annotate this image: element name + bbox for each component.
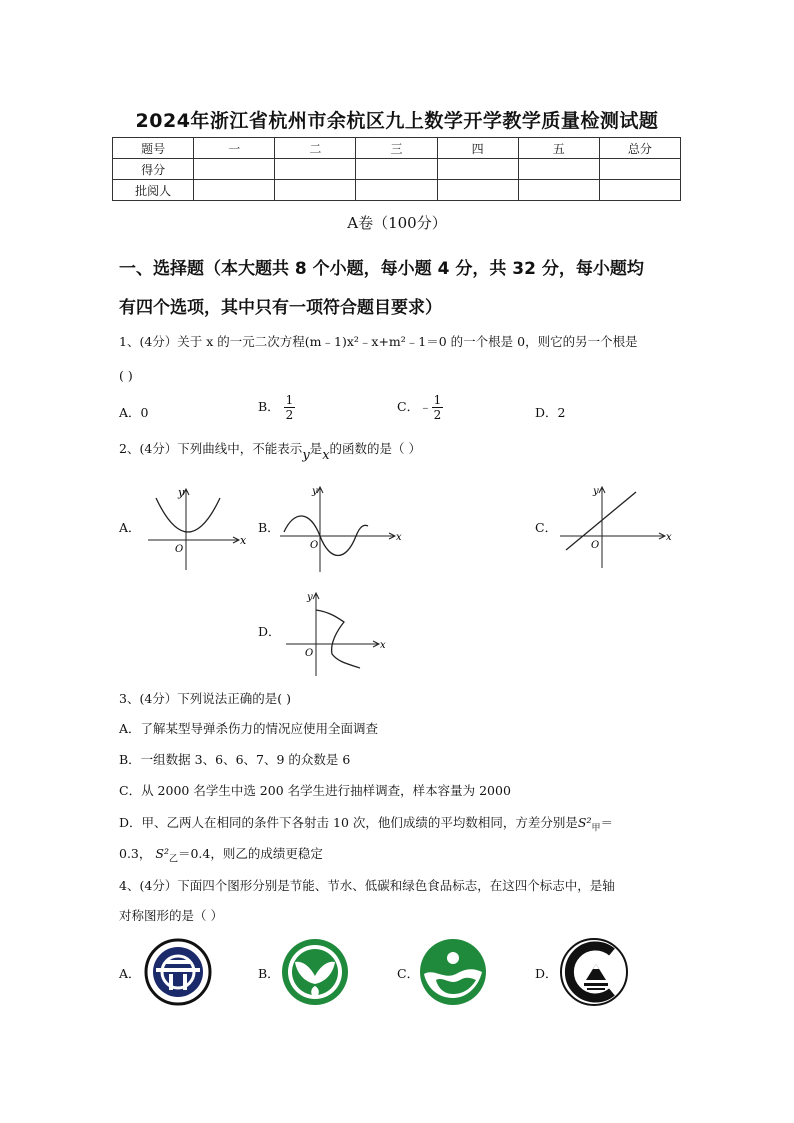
graph-c-line [560, 484, 670, 574]
x-axis-label: x [380, 640, 386, 651]
graph-label-b: B． [258, 520, 280, 535]
numerator: 1 [285, 393, 294, 407]
question-text: 下面四个图形分别是节能、节水、低碳和绿色食品标志，在这四个标志中，是轴 [177, 878, 615, 893]
energy-saving-logo [144, 938, 212, 1006]
table-cell: 二 [275, 138, 356, 159]
fraction [284, 393, 296, 422]
question-prefix: 3、(4分） [119, 691, 178, 706]
question-text: 的函数的是（ ） [329, 441, 422, 456]
question-text: 是 [309, 441, 323, 456]
option-text: ＝0.4，则乙的成绩更稳定 [177, 846, 323, 861]
variance-symbol: S² [577, 815, 592, 830]
option-text: 2 [557, 405, 566, 420]
question-4 [119, 877, 615, 895]
variance-symbol: S² [155, 846, 169, 861]
water-saving-logo [281, 938, 349, 1006]
table-cell [356, 180, 437, 201]
table-cell [275, 180, 356, 201]
option-text: 0 [140, 405, 149, 420]
logo-label-d: D． [535, 966, 558, 981]
x-axis-label: x [666, 532, 672, 543]
table-cell [599, 159, 680, 180]
graph-label-c: C． [535, 520, 558, 535]
page-title: 2024年浙江省杭州市余杭区九上数学开学教学质量检测试题 [135, 110, 659, 132]
option-label: A． [119, 405, 141, 420]
graph-a-parabola [148, 486, 247, 571]
question-text: 下列曲线中，不能表示 [177, 441, 303, 456]
table-cell [518, 180, 599, 201]
option-d [535, 403, 565, 421]
option-c [397, 393, 443, 422]
green-food-logo [560, 938, 628, 1006]
section-heading-line1: 一、选择题（本大题共 8 个小题，每小题 4 分，共 32 分，每小题均 [119, 259, 644, 279]
subscript-yi: 乙 [168, 854, 178, 865]
logo-label-b: B． [258, 966, 280, 981]
question-prefix: 2、(4分） [119, 441, 178, 456]
origin-label: O [175, 544, 184, 555]
table-cell [356, 159, 437, 180]
denominator: 2 [433, 408, 442, 422]
table-cell: 题号 [113, 138, 194, 159]
table-cell: 总分 [599, 138, 680, 159]
option-label: D． [535, 405, 558, 420]
score-table [112, 137, 681, 201]
option-label: C． [397, 399, 420, 414]
minus-sign: ﹣ [419, 399, 432, 414]
equals-sign: ＝ [600, 815, 613, 830]
graph-b-sine [280, 484, 400, 574]
var-x: x [322, 448, 330, 463]
volume-heading: A卷（100分） [347, 214, 447, 232]
option-a: A．了解某型导弹杀伤力的情况应使用全面调查 [119, 721, 379, 736]
var-y: y [302, 448, 310, 463]
option-text: 0.3， [119, 846, 152, 861]
question-2 [119, 440, 422, 463]
graph-label-d: D． [258, 624, 281, 639]
origin-label: O [310, 540, 319, 551]
option-label: B． [258, 399, 280, 414]
answer-paren: ( ) [119, 368, 133, 383]
graph-label-a: A． [119, 520, 141, 535]
option-b [258, 393, 295, 422]
y-axis-label: y [307, 592, 313, 603]
question-3 [119, 690, 291, 708]
table-cell [437, 180, 518, 201]
table-cell: 一 [194, 138, 275, 159]
table-cell [518, 159, 599, 180]
table-cell: 三 [356, 138, 437, 159]
x-axis-label: x [396, 532, 402, 543]
question-prefix: 4、(4分） [119, 878, 178, 893]
table-cell [275, 159, 356, 180]
logo-label-c: C． [397, 966, 420, 981]
question-4-line2: 对称图形的是（ ） [119, 908, 223, 923]
y-axis-label: y [178, 486, 185, 499]
x-axis-label: x [240, 534, 247, 547]
table-cell [194, 180, 275, 201]
graph-d-curve [286, 590, 386, 680]
table-cell [599, 180, 680, 201]
table-row [113, 180, 681, 201]
origin-label: O [305, 648, 314, 659]
numerator: 1 [433, 393, 442, 407]
question-1 [119, 333, 638, 351]
table-cell: 批阅人 [113, 180, 194, 201]
option-d-line1 [119, 814, 689, 838]
denominator: 2 [285, 408, 294, 422]
table-cell: 四 [437, 138, 518, 159]
question-prefix: 1、(4分） [119, 334, 178, 349]
low-carbon-logo [418, 938, 488, 1006]
option-c: C．从 2000 名学生中选 200 名学生进行抽样调查，样本容量为 2000 [119, 783, 511, 798]
option-b: B．一组数据 3、6、6、7、9 的众数是 6 [119, 752, 351, 767]
table-cell: 得分 [113, 159, 194, 180]
table-cell [194, 159, 275, 180]
subscript-jia: 甲 [591, 823, 601, 834]
table-cell: 五 [518, 138, 599, 159]
question-text: 关于 x 的一元二次方程(m﹣1)x²﹣x+m²﹣1＝0 的一个根是 0，则它的另一个根是 [177, 334, 638, 349]
table-row [113, 159, 681, 180]
table-cell [437, 159, 518, 180]
option-a [119, 403, 148, 421]
y-axis-label: y [593, 486, 599, 497]
y-axis-label: y [312, 486, 318, 497]
option-text: D．甲、乙两人在相同的条件下各射击 10 次，他们成绩的平均数相同，方差分别是 [119, 815, 578, 830]
origin-label: O [591, 540, 600, 551]
table-row [113, 138, 681, 159]
question-text: 下列说法正确的是( ) [177, 691, 292, 706]
section-heading-line2: 有四个选项，其中只有一项符合题目要求） [119, 298, 442, 318]
logo-label-a: A． [119, 966, 141, 981]
fraction [432, 393, 444, 422]
option-d-line2 [119, 845, 323, 869]
